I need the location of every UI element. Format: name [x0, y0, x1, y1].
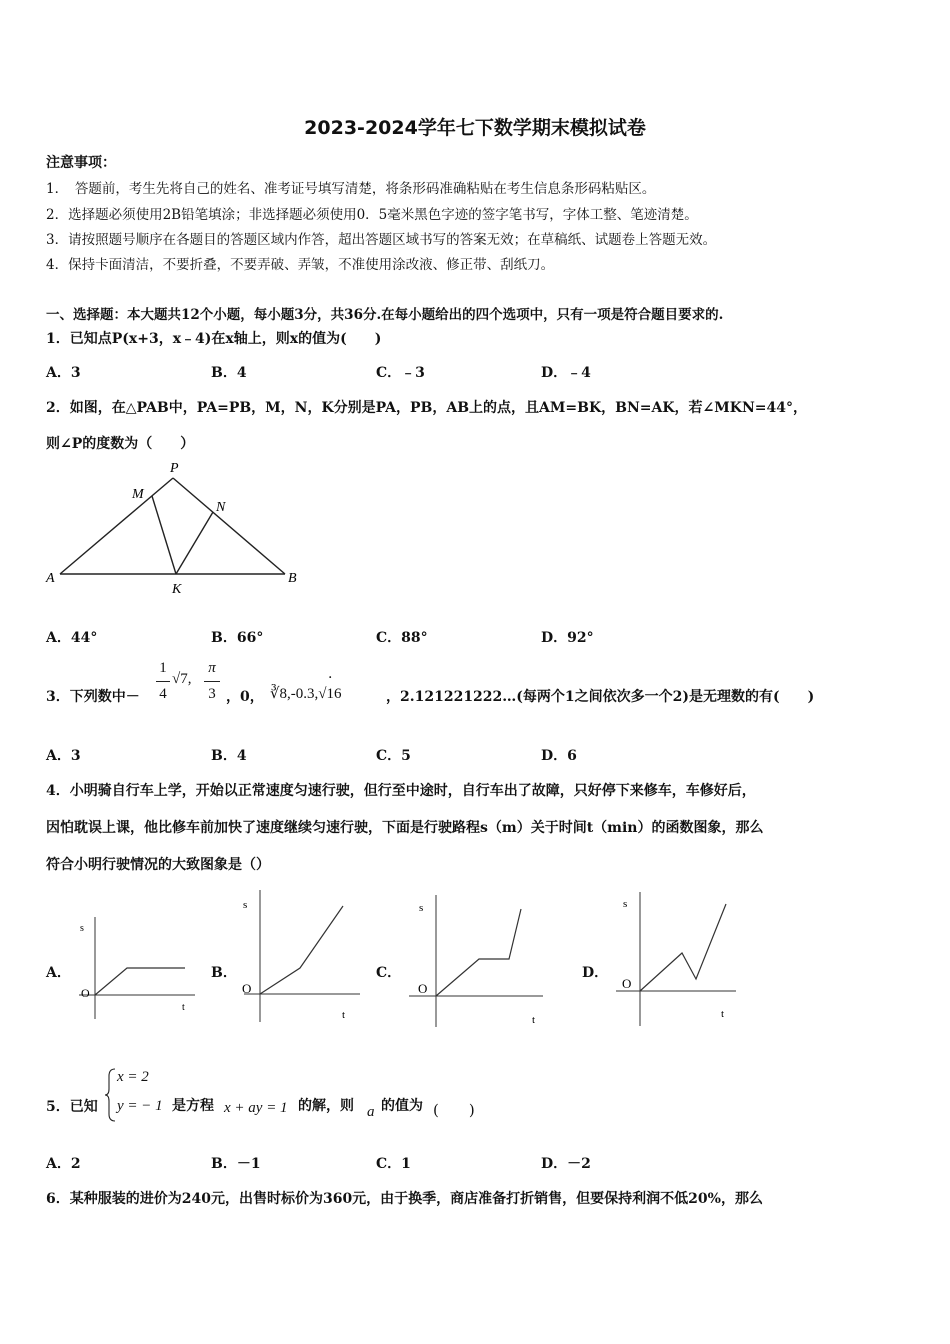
q1-option-c: C．﹣3 — [376, 365, 425, 381]
q5-equation: x + ay = 1 — [224, 1100, 288, 1116]
frac1-bar — [156, 681, 170, 682]
q2-option-a: A．44° — [46, 630, 98, 646]
frac2-numerator: π — [208, 660, 216, 676]
q5-option-c: C．1 — [376, 1156, 411, 1172]
question-6-stem: 6．某种服装的进价为240元，出售时标价为360元，由于换季，商店准备打折销售，但要保持利润不低20%，那么 — [46, 1191, 763, 1207]
label-n: N — [216, 500, 226, 515]
q5-mid2: 的解，则 — [298, 1098, 354, 1114]
axis-s: s — [419, 902, 424, 914]
graph-d — [612, 890, 742, 1030]
q3-option-d: D．6 — [541, 748, 577, 764]
origin: O — [622, 976, 632, 991]
q5-mid: 是方程 — [172, 1098, 214, 1114]
question-2-stem: 2．如图，在△PAB中，PA=PB，M，N，K分别是PA，PB，AB上的点，且AM=BK，BN=AK，若∠MKN=44°， — [46, 400, 807, 416]
q5-var: a — [367, 1104, 375, 1120]
q1-option-a: A．3 — [46, 365, 81, 381]
axis-s: s — [623, 898, 628, 910]
q3-numbers: ∛8,-0.3,√16 — [270, 686, 342, 702]
label-a: A — [46, 571, 55, 586]
notice-heading: 注意事项： — [46, 155, 116, 171]
label-m: M — [132, 487, 144, 502]
q3-mid: ，0， — [226, 689, 264, 705]
notice-item: 3．请按照题号顺序在各题目的答题区域内作答，超出答题区域书写的答案无效；在草稿纸、试题卷上答题无效。 — [46, 232, 717, 248]
notice-item: 2．选择题必须使用2B铅笔填涂；非选择题必须使用0．5毫米黑色字迹的签字笔书写，字体工整、笔迹清楚。 — [46, 207, 698, 223]
frac1-numerator: 1 — [159, 660, 167, 676]
repeating-dot: · — [328, 670, 333, 686]
q5-option-b: B．－1 — [211, 1156, 261, 1172]
origin: O — [418, 981, 428, 996]
axis-s: s — [243, 899, 248, 911]
graph-c — [403, 893, 548, 1033]
q1-option-b: B．4 — [211, 365, 247, 381]
system-eq1: x = 2 — [117, 1069, 149, 1085]
axis-t: t — [182, 1002, 185, 1013]
q4-label-b: B． — [211, 965, 237, 981]
system-eq2: y = − 1 — [117, 1098, 163, 1114]
question-4-line2: 因怕耽误上课，他比修车前加快了速度继续匀速行驶，下面是行驶路程s（m）关于时间t（min）的函数图象，那么 — [46, 820, 764, 836]
question-4-line1: 4．小明骑自行车上学，开始以正常速度匀速行驶，但行至中途时，自行车出了故障，只好停下来修车，车修好后， — [46, 783, 756, 799]
question-3-suffix: ，2.121221222…(每两个1之间依次多一个2)是无理数的有( ) — [386, 689, 815, 705]
question-1-stem: 1．已知点P(x+3，x﹣4)在x轴上，则x的值为( ) — [46, 331, 382, 347]
q1-option-d: D．﹣4 — [541, 365, 591, 381]
q5-suffix: 的值为 — [381, 1098, 423, 1114]
frac1-denominator: 4 — [159, 686, 167, 702]
q4-label-c: C． — [376, 965, 402, 981]
q4-label-a: A． — [46, 965, 71, 981]
frac2-denominator: 3 — [208, 686, 216, 702]
q3-option-a: A．3 — [46, 748, 81, 764]
question-5-prefix: 5．已知 — [46, 1099, 98, 1115]
axis-t: t — [721, 1008, 725, 1020]
section-heading: 一、选择题：本大题共12个小题，每小题3分，共36分.在每小题给出的四个选项中，只有一项是符合题目要求的. — [46, 307, 724, 323]
graph-b — [238, 888, 368, 1028]
label-k: K — [172, 582, 182, 597]
graph-a — [75, 915, 200, 1025]
axis-s: s — [80, 923, 84, 934]
q2-option-b: B．66° — [211, 630, 264, 646]
label-b: B — [288, 571, 297, 586]
axis-t: t — [532, 1014, 536, 1026]
origin: O — [81, 986, 90, 1000]
q3-option-b: B．4 — [211, 748, 247, 764]
question-4-line3: 符合小明行驶情况的大致图象是（） — [46, 857, 270, 873]
origin: O — [242, 981, 252, 996]
frac2-bar — [204, 681, 220, 682]
label-p: P — [170, 461, 179, 476]
notice-item: 4．保持卡面清洁，不要折叠，不要弄破、弄皱，不准使用涂改液、修正带、刮纸刀。 — [46, 257, 555, 273]
sqrt7: √7, — [172, 671, 192, 687]
q3-option-c: C．5 — [376, 748, 411, 764]
triangle-figure — [40, 458, 305, 600]
q5-option-d: D．－2 — [541, 1156, 591, 1172]
system-brace — [104, 1066, 118, 1124]
question-2-stem-2: 则∠P的度数为（ ） — [46, 436, 195, 452]
notice-item: 1． 答题前，考生先将自己的姓名、准考证号填写清楚，将条形码准确粘贴在考生信息条形码粘贴区。 — [46, 181, 656, 197]
page-title: 2023-2024学年七下数学期末模拟试卷 — [304, 117, 646, 139]
q5-paren: ( ) — [433, 1101, 475, 1119]
q5-option-a: A．2 — [46, 1156, 81, 1172]
q2-option-c: C．88° — [376, 630, 428, 646]
q4-label-d: D． — [582, 965, 609, 981]
q2-option-d: D．92° — [541, 630, 594, 646]
axis-t: t — [342, 1009, 346, 1021]
question-3-prefix: 3．下列数中－ — [46, 689, 140, 705]
